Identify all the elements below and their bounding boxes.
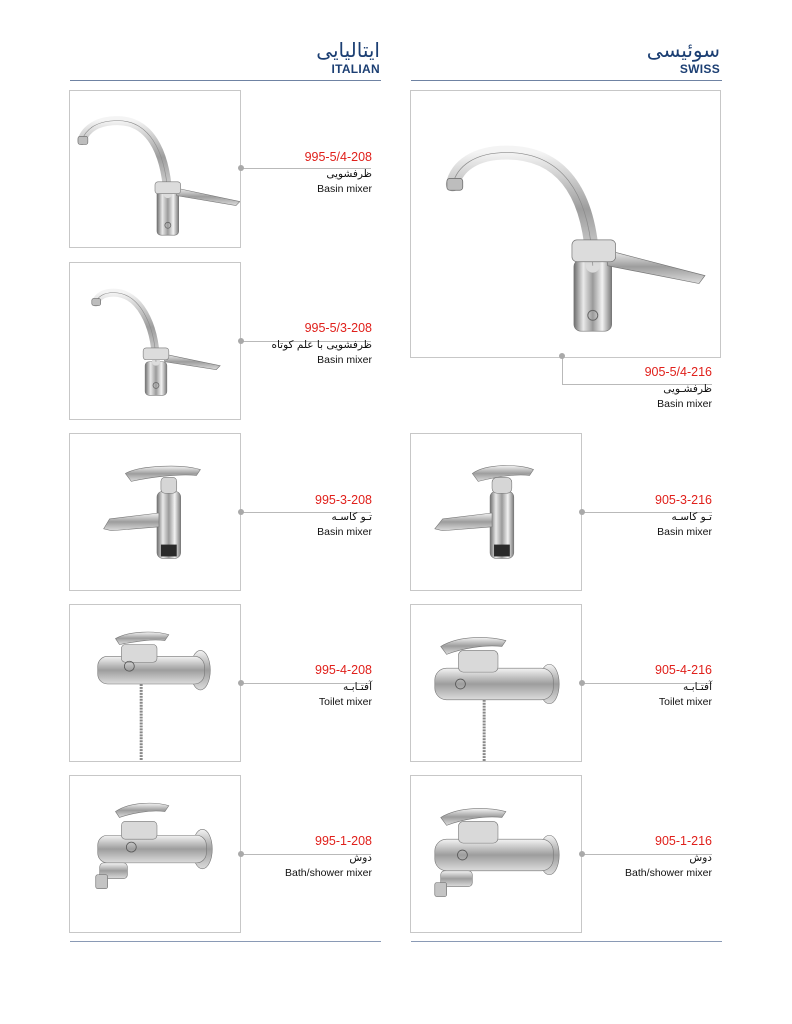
product-name-en: Toilet mixer [318, 696, 372, 708]
product-name-en: Basin mixer [317, 183, 372, 195]
product-name-fa: تـو کاسـه [331, 511, 372, 523]
product-name-en: Toilet mixer [658, 696, 712, 708]
swiss-header [520, 38, 720, 76]
product-name-en: Basin mixer [657, 398, 712, 410]
product-name-fa: ظرفشویی با علم کوتاه [271, 339, 372, 351]
product-name-fa: دوش [689, 852, 712, 864]
product-label [512, 833, 712, 881]
product-code: 905-5/4-216 [644, 365, 712, 379]
product-label [172, 662, 372, 710]
product-name-fa: آفتـابـه [682, 681, 712, 693]
leader-dot [559, 353, 565, 359]
product-code: 995-4-208 [315, 663, 372, 677]
product-name-fa: تـو کاسـه [671, 511, 712, 523]
product-name-en: Basin mixer [317, 354, 372, 366]
product-code: 995-5/3-208 [304, 321, 372, 335]
product-name-fa: ظرفشویی [326, 168, 372, 180]
product-label [172, 149, 372, 197]
product-name-fa: آفتـابـه [342, 681, 372, 693]
swiss-title-en: SWISS [679, 62, 720, 76]
product-code: 995-1-208 [315, 834, 372, 848]
swiss-header-rule [411, 80, 722, 81]
product-code: 905-3-216 [655, 493, 712, 507]
product-code: 905-1-216 [655, 834, 712, 848]
product-label [172, 492, 372, 540]
italian-header [180, 38, 380, 76]
italian-title-en: ITALIAN [331, 62, 380, 76]
italian-title-fa: ایتالیایی [316, 38, 380, 62]
product-code: 905-4-216 [655, 663, 712, 677]
product-name-en: Bath/shower mixer [285, 867, 372, 879]
product-name-en: Bath/shower mixer [625, 867, 712, 879]
product-photo [410, 90, 721, 358]
swiss-title-fa: سوئیسی [646, 38, 720, 62]
product-name-en: Basin mixer [657, 526, 712, 538]
swiss-footer-rule [411, 941, 722, 942]
italian-header-rule [70, 80, 381, 81]
product-name-fa: دوش [349, 852, 372, 864]
product-label [512, 492, 712, 540]
product-label [512, 364, 712, 412]
tall-swan-neck-faucet-icon [411, 91, 720, 357]
product-name-en: Basin mixer [317, 526, 372, 538]
product-label [172, 320, 372, 368]
italian-footer-rule [70, 941, 381, 942]
product-label [512, 662, 712, 710]
product-code: 995-3-208 [315, 493, 372, 507]
product-code: 995-5/4-208 [304, 150, 372, 164]
product-label [172, 833, 372, 881]
product-name-fa: ظرفشـویی [663, 383, 712, 395]
